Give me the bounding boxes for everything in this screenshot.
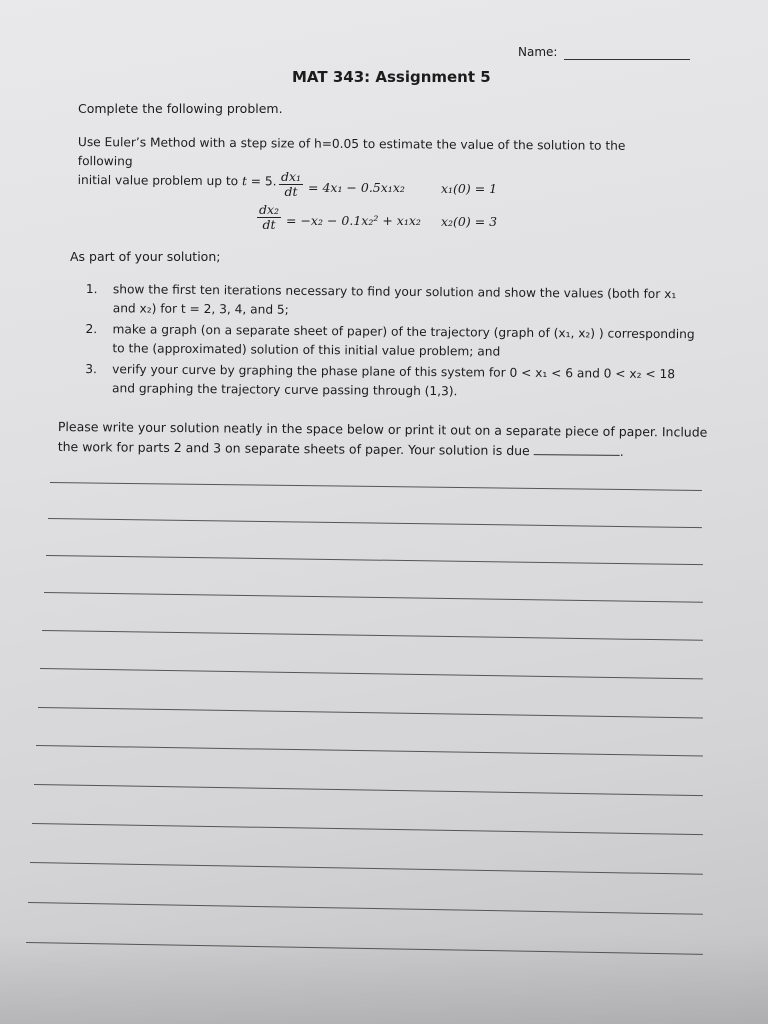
writing-line <box>28 902 703 915</box>
problem-line-2: initial value problem up to t = 5. <box>77 172 277 189</box>
task-list <box>85 280 706 398</box>
as-part-heading: As part of your solution; <box>70 249 221 264</box>
writing-line <box>38 707 703 718</box>
name-label: Name: <box>518 45 558 59</box>
list-item: 2. make a graph (on a separate sheet of paper) of the trajectory (graph of (x₁, x₂) ) corresponding to the (approximated) solution of this initial value problem; and <box>85 321 695 359</box>
name-blank-line <box>564 59 690 60</box>
writing-line <box>46 555 703 565</box>
list-item: 1. show the first ten iterations necessary to find your solution and show the values (both for x₁ and x₂) for t = 2, 3, 4, and 5; <box>85 281 677 317</box>
eq1-derivative: $\frac{\text{dx₁}}{dt}$ <box>281 169 302 199</box>
writing-line <box>26 942 703 955</box>
eq2-derivative: $\frac{\text{dx₂}}{dt}$ <box>259 202 280 232</box>
problem-line-1: Use Euler’s Method with a step size of h=0.05 to estimate the value of the solution to the following <box>77 134 626 169</box>
writing-line <box>48 518 702 528</box>
due-date-blank <box>534 454 620 456</box>
writing-line <box>32 823 703 835</box>
writing-line <box>34 784 703 796</box>
eq1-rhs: = 4x₁ − 0.5x₁x₂ <box>308 180 405 195</box>
intro-text: Complete the following problem. <box>78 101 283 116</box>
writing-line <box>42 630 703 641</box>
assignment-title: MAT 343: Assignment 5 <box>292 68 491 86</box>
writing-line <box>50 482 702 491</box>
writing-line <box>44 592 703 603</box>
list-item: 3. verify your curve by graphing the phase plane of this system for 0 < x₁ < 6 and 0 < x₂ < 18 and graphing the trajectory curve passing through (1,3). <box>85 361 676 398</box>
eq2-rhs: = −x₂ − 0.1x₂² + x₁x₂ <box>286 213 421 228</box>
writing-line <box>40 668 703 679</box>
eq2-initial-condition: x₂(0) = 3 <box>441 214 498 229</box>
submission-instructions: Please write your solution neatly in the space below or print it out on a separate piece of paper. Include the work for parts 2 and 3 on separate sheets of paper. Your solution is due . <box>57 418 708 459</box>
eq1-initial-condition: x₁(0) = 1 <box>441 181 498 196</box>
writing-line <box>30 862 703 875</box>
writing-line <box>36 745 703 756</box>
